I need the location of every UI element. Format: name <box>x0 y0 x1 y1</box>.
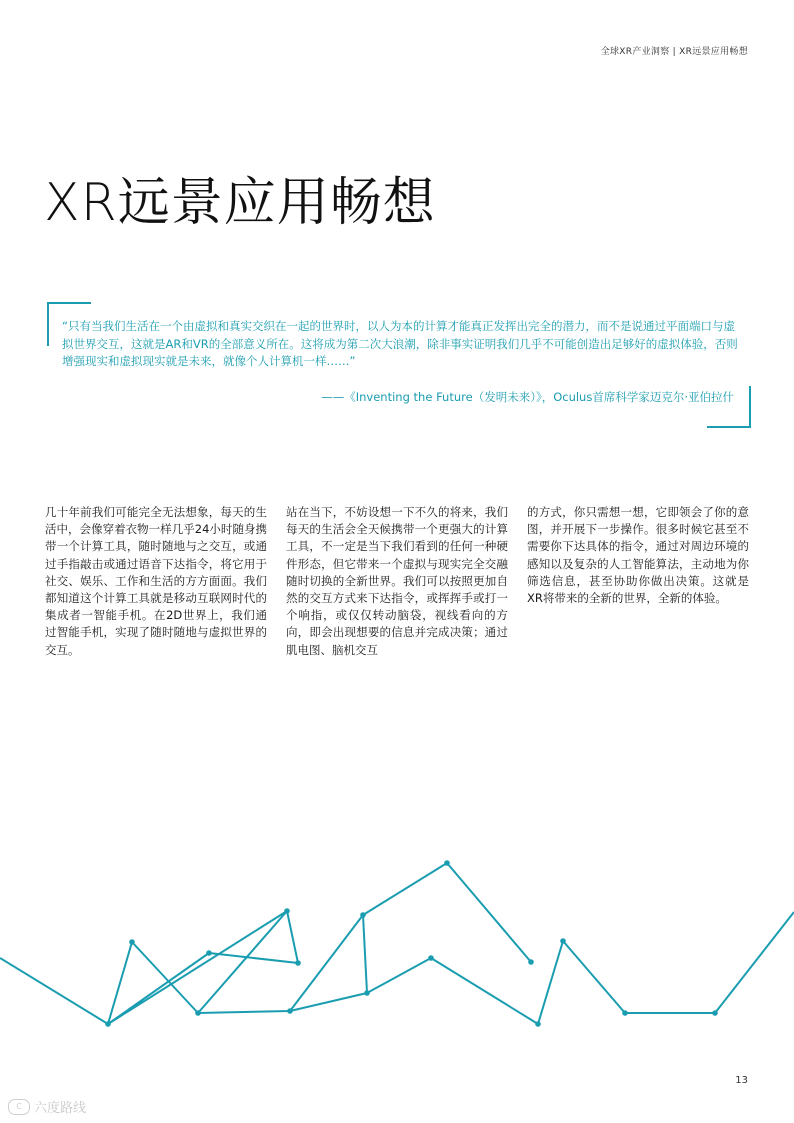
quote-bracket-bottom-right <box>707 386 751 428</box>
network-node <box>528 959 534 965</box>
network-node <box>535 1021 541 1027</box>
network-node <box>129 939 135 945</box>
network-node <box>287 1008 293 1014</box>
watermark <box>8 1097 86 1116</box>
network-node <box>560 938 566 944</box>
network-node <box>622 1010 628 1016</box>
body-column-3: 的方式，你只需想一想，它即领会了你的意图，并开展下一步操作。很多时候它甚至不需要你下达具体的指令，通过对周边环境的感知以及复杂的人工智能算法，主动地为你筛选信息，甚至协助你做出决策。这就是XR将带来的全新的世界，全新的体验。 <box>527 505 749 606</box>
network-node <box>428 955 434 961</box>
quote-text: “只有当我们生活在一个由虚拟和真实交织在一起的世界时，以人为本的计算才能真正发挥出完全的潜力，而不是说通过平面端口与虚拟世界交互，这就是AR和VR的全部意义所在。这将成为第二次大浪潮，除非事实证明我们几乎不可能创造出足够好的虚拟体验，否则增强现实和虚拟现实就是未来，就像个人计算机一样……” <box>62 319 738 368</box>
running-header: 全球XR产业洞察 | XR远景应用畅想 <box>600 47 748 57</box>
network-node <box>295 960 301 966</box>
quote-source: ——《Inventing the Future（发明未来）》，Oculus首席科学家迈克尔·亚伯拉什 <box>321 390 734 404</box>
network-line-left-peak <box>198 911 287 1013</box>
body-column-1: 几十年前我们可能完全无法想象，每天的生活中，会像穿着衣物一样几乎24小时随身携带一个计算工具，随时随地与之交互，或通过手指敲击或通过语音下达指令，将它用于社交、娱乐、工作和生活的方方面面。我们都知道这个计算工具就是移动互联网时代的集成者一智能手机。在2D世界上，我们通过智能手机，实现了随时随地与虚拟世界的交互。 <box>45 505 267 657</box>
network-node <box>206 950 212 956</box>
watermark-text: 六度路线 <box>34 1101 87 1116</box>
network-line-middle-2 <box>363 915 367 993</box>
page-title: XR远景应用畅想 <box>44 173 436 233</box>
network-node <box>105 1021 111 1027</box>
network-node <box>284 908 290 914</box>
decorative-network-lines <box>0 850 794 1040</box>
network-line-main <box>0 911 794 1024</box>
page-number: 13 <box>735 1075 748 1086</box>
network-node <box>195 1010 201 1016</box>
network-node <box>360 912 366 918</box>
network-node <box>444 860 450 866</box>
watermark-logo-icon: C <box>8 1099 30 1115</box>
body-column-2: 站在当下，不妨设想一下不久的将来，我们每天的生活会全天候携带一个更强大的计算工具，不一定是当下我们看到的任何一种硬件形态，但它带来一个虚拟与现实完全交融随时切换的全新世界。我们可以按照更加自然的交互方式来下达指令，或挥挥手或打一个响指，或仅仅转动脑袋，视线看向的方向，即会出现想要的信息并完成决策；通过肌电图、脑机交互 <box>286 505 508 657</box>
network-line-middle <box>290 863 531 1011</box>
network-node <box>712 1010 718 1016</box>
network-node <box>364 990 370 996</box>
